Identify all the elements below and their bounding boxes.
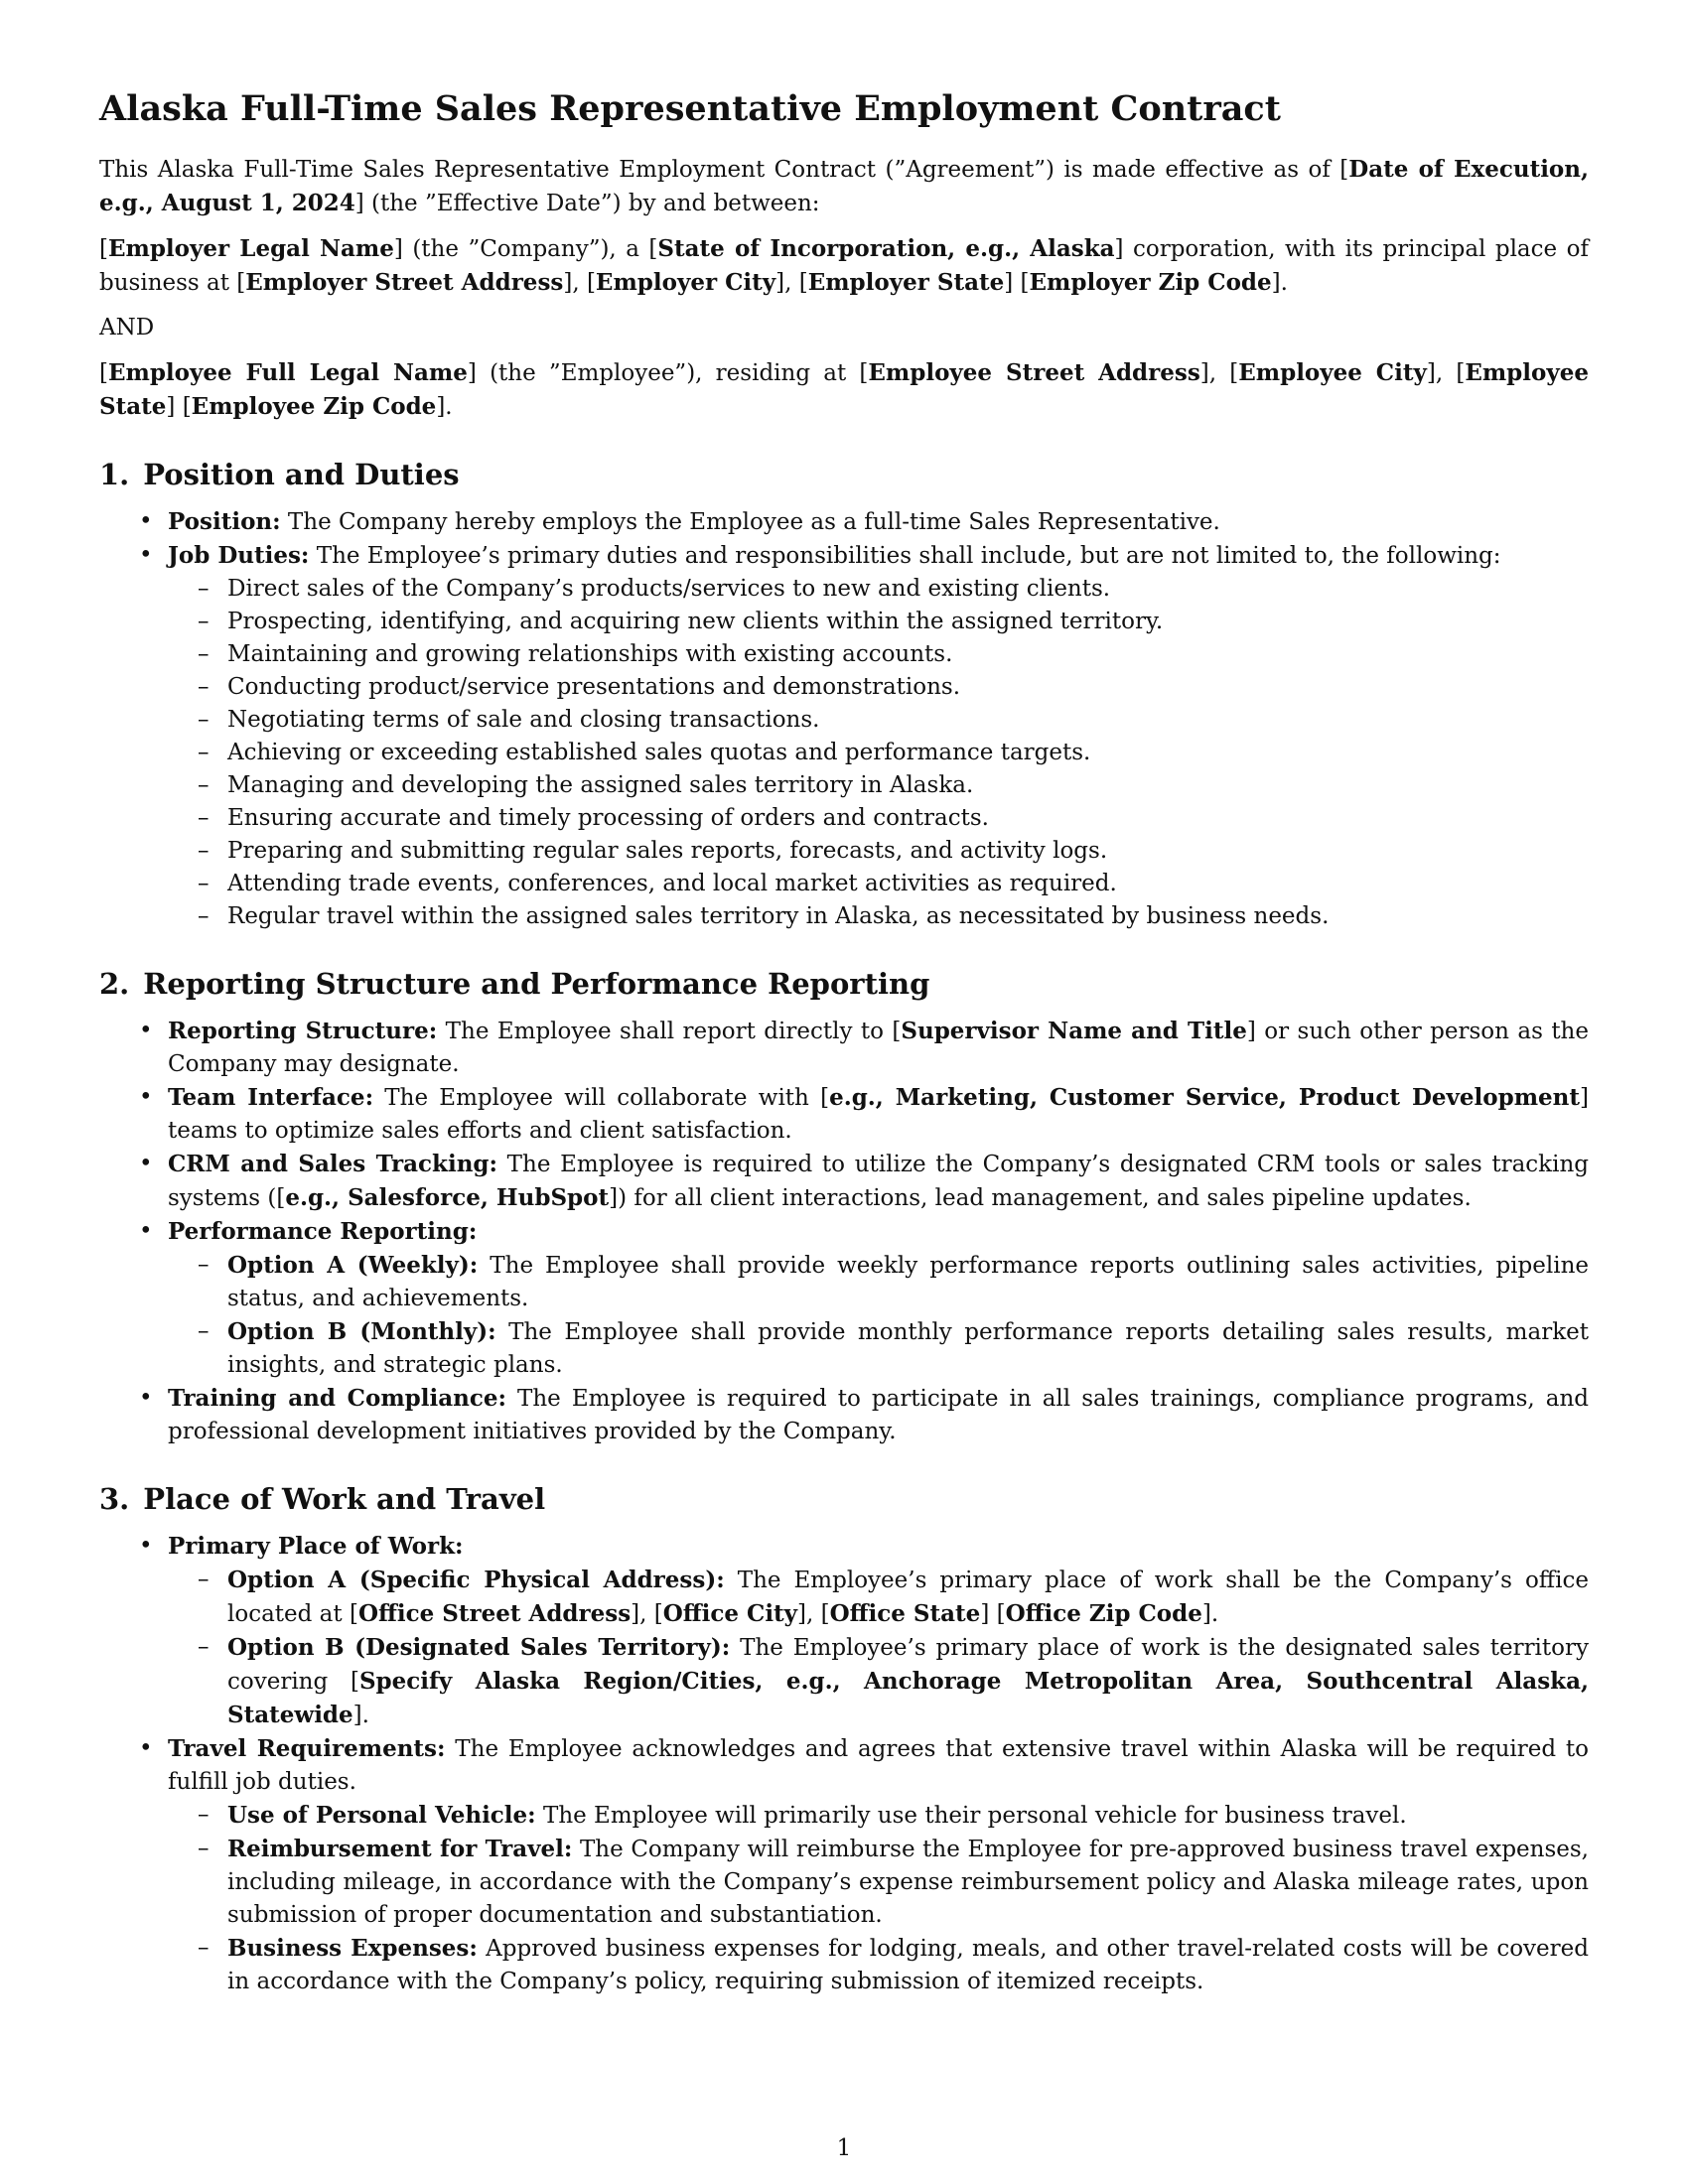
option-label: Option B (Designated Sales Territory): (227, 1634, 731, 1661)
item-label: Travel Requirements: (168, 1735, 446, 1762)
item-text: The Employee is required to participate in all sales trainings, compliance programs, and professional development initiatives provided by the Company. (168, 1386, 1589, 1444)
employer-zip-placeholder: Employer Zip Code (1029, 269, 1272, 296)
option-text: The Employee will primarily use their personal vehicle for business travel. (535, 1803, 1407, 1829)
employee-paragraph (99, 356, 1589, 424)
place-options-list (168, 1564, 1589, 1732)
option-b-territory (168, 1631, 1589, 1732)
job-duties-list (168, 573, 1589, 933)
section-1-list (99, 505, 1589, 933)
option-a-weekly (168, 1249, 1589, 1315)
employee-text: ] [ (166, 394, 192, 420)
employee-text: ], [ (1426, 360, 1466, 386)
section-number: 3. (99, 1482, 130, 1516)
teams-placeholder: e.g., Marketing, Customer Service, Product Development (829, 1084, 1581, 1111)
item-label: Team Interface: (168, 1084, 374, 1111)
section-title: Reporting Structure and Performance Reporting (143, 967, 930, 1001)
employer-text: [ (99, 236, 108, 262)
section-heading-place-of-work (99, 1480, 1589, 1518)
item-text: The Employee’s primary duties and responsibilities shall include, but are not limited to, the following: (309, 543, 1501, 569)
duty-item: – Preparing and submitting regular sales reports, forecasts, and activity logs. (168, 835, 1589, 868)
duty-item: – Maintaining and growing relationships with existing accounts. (168, 638, 1589, 671)
employer-text: ] corporation, with its principal place of business at [ (99, 236, 1589, 296)
option-text: The Employee’s primary place of work is the designated sales territory covering [ (227, 1635, 1589, 1695)
employee-text: [ (99, 360, 108, 386)
employer-text: ], [ (775, 270, 808, 296)
employer-text: ] (the ”Company”), a [ (393, 236, 658, 262)
employee-state-placeholder: Employee State (99, 359, 1589, 420)
business-expenses-item (168, 1932, 1589, 1998)
section-heading-reporting (99, 965, 1589, 1003)
duty-item: – Conducting product/service presentations and demonstrations. (168, 671, 1589, 704)
item-text: The Employee is required to utilize the Company’s designated CRM tools or sales tracking systems ([ (168, 1152, 1589, 1211)
section-heading-position-duties (99, 456, 1589, 493)
option-text: ], [ (631, 1601, 663, 1627)
section-title: Place of Work and Travel (143, 1482, 546, 1516)
option-text: ]. (1201, 1601, 1219, 1627)
crm-placeholder: e.g., Salesforce, HubSpot (285, 1184, 610, 1211)
option-text: ], [ (797, 1601, 830, 1627)
personal-vehicle-item (168, 1799, 1589, 1833)
duty-item: – Negotiating terms of sale and closing transactions. (168, 704, 1589, 737)
travel-reimbursement-item (168, 1833, 1589, 1932)
employee-zip-placeholder: Employee Zip Code (191, 393, 437, 420)
option-text: Approved business expenses for lodging, meals, and other travel-related costs will be covered in accordance with the Company’s policy, requiring submission of itemized receipts. (227, 1936, 1589, 1994)
reporting-structure-item (99, 1015, 1589, 1081)
item-text: ]) for all client interactions, lead management, and sales pipeline updates. (609, 1185, 1472, 1211)
section-3-list (99, 1530, 1589, 1998)
employer-state-placeholder: Employer State (807, 269, 1005, 296)
primary-place-item (99, 1530, 1589, 1732)
option-text: The Employee shall provide weekly performance reports outlining sales activities, pipeline status, and achievements. (227, 1253, 1589, 1311)
employee-name-placeholder: Employee Full Legal Name (107, 359, 468, 386)
section-number: 1. (99, 458, 130, 491)
option-label: Business Expenses: (227, 1935, 478, 1962)
document-title: Alaska Full-Time Sales Representative Employment Contract (99, 88, 1281, 129)
training-compliance-item (99, 1382, 1589, 1448)
duty-item: – Regular travel within the assigned sales territory in Alaska, as necessitated by business needs. (168, 900, 1589, 933)
employer-text: ], [ (563, 270, 596, 296)
item-label: CRM and Sales Tracking: (168, 1151, 497, 1177)
job-duties-item (99, 539, 1589, 933)
option-label: Use of Personal Vehicle: (227, 1802, 536, 1829)
performance-options-list (168, 1249, 1589, 1382)
employee-street-placeholder: Employee Street Address (868, 359, 1200, 386)
item-text: The Company hereby employs the Employee as a full-time Sales Representative. (280, 509, 1220, 535)
option-text: The Employee’s primary place of work shall be the Company’s office located at [ (227, 1568, 1589, 1627)
intro-text-2: ] (the ”Effective Date”) by and between: (354, 191, 820, 216)
item-label: Training and Compliance: (168, 1385, 506, 1412)
and-separator: AND (99, 315, 155, 341)
employee-text: ]. (436, 394, 453, 420)
item-text: The Employee acknowledges and agrees that extensive travel within Alaska will be required to fulfill job duties. (168, 1736, 1589, 1795)
option-label: Option A (Weekly): (227, 1252, 479, 1279)
item-label: Primary Place of Work: (168, 1533, 464, 1560)
employer-text: ] [ (1004, 270, 1030, 296)
employee-text: ], [ (1199, 360, 1239, 386)
item-text: The Employee will collaborate with [ (373, 1085, 830, 1111)
option-b-monthly (168, 1315, 1589, 1382)
item-text: The Employee shall report directly to [ (437, 1019, 902, 1044)
section-title: Position and Duties (143, 458, 460, 491)
option-text: The Company will reimburse the Employee for pre-approved business travel expenses, including mileage, in accordance with the Company’s expense reimbursement policy and Alaska mileage rates, upon submission of proper documentation and substantiation. (227, 1837, 1589, 1928)
option-label: Reimbursement for Travel: (227, 1836, 573, 1862)
intro-paragraph (99, 153, 1589, 220)
duty-item: – Prospecting, identifying, and acquiring new clients within the assigned territory. (168, 606, 1589, 638)
office-street-placeholder: Office Street Address (357, 1600, 632, 1627)
duty-item: – Attending trade events, conferences, and local market activities as required. (168, 868, 1589, 900)
item-text: ] or such other person as the Company may designate. (168, 1019, 1589, 1077)
employer-paragraph (99, 232, 1589, 300)
option-label: Option B (Monthly): (227, 1318, 496, 1345)
duty-item: – Ensuring accurate and timely processing of orders and contracts. (168, 802, 1589, 835)
item-label: Job Duties: (168, 542, 310, 569)
team-interface-item (99, 1081, 1589, 1148)
item-label: Reporting Structure: (168, 1018, 438, 1044)
option-text: ]. (352, 1703, 369, 1728)
travel-details-list (168, 1799, 1589, 1998)
item-label: Position: (168, 508, 281, 535)
duty-item: – Managing and developing the assigned sales territory in Alaska. (168, 769, 1589, 802)
supervisor-placeholder: Supervisor Name and Title (901, 1018, 1247, 1044)
travel-requirements-item (99, 1732, 1589, 1998)
option-text: ] [ (980, 1601, 1006, 1627)
office-city-placeholder: Office City (662, 1600, 798, 1627)
employee-city-placeholder: Employee City (1238, 359, 1427, 386)
item-label: Performance Reporting: (168, 1218, 478, 1245)
date-placeholder: Date of Execution, e.g., August 1, 2024 (99, 156, 1589, 216)
section-number: 2. (99, 967, 130, 1001)
office-zip-placeholder: Office Zip Code (1005, 1600, 1202, 1627)
item-text: ] teams to optimize sales efforts and client satisfaction. (168, 1085, 1590, 1144)
territory-placeholder: Specify Alaska Region/Cities, e.g., Anchorage Metropolitan Area, Southcentral Alaska, Statewide (227, 1668, 1589, 1728)
state-of-incorporation-placeholder: State of Incorporation, e.g., Alaska (657, 235, 1115, 262)
intro-text-1: This Alaska Full-Time Sales Representative Employment Contract (”Agreement”) is made effective as of [ (99, 157, 1349, 183)
duty-item: – Achieving or exceeding established sales quotas and performance targets. (168, 737, 1589, 769)
employee-text: ] (the ”Employee”), residing at [ (467, 360, 869, 386)
option-a-address (168, 1564, 1589, 1631)
crm-item (99, 1148, 1589, 1215)
section-2-list (99, 1015, 1589, 1448)
duty-item: – Direct sales of the Company’s products/services to new and existing clients. (168, 573, 1589, 606)
employer-street-placeholder: Employer Street Address (245, 269, 564, 296)
option-text: The Employee shall provide monthly performance reports detailing sales results, market insights, and strategic plans. (227, 1319, 1589, 1378)
option-label: Option A (Specific Physical Address): (227, 1567, 725, 1593)
page-number: 1 (836, 2135, 852, 2161)
employer-name-placeholder: Employer Legal Name (107, 235, 394, 262)
employer-city-placeholder: Employer City (595, 269, 776, 296)
performance-reporting-item (99, 1215, 1589, 1382)
office-state-placeholder: Office State (829, 1600, 981, 1627)
employer-text: ]. (1271, 270, 1288, 296)
position-item (99, 505, 1589, 539)
